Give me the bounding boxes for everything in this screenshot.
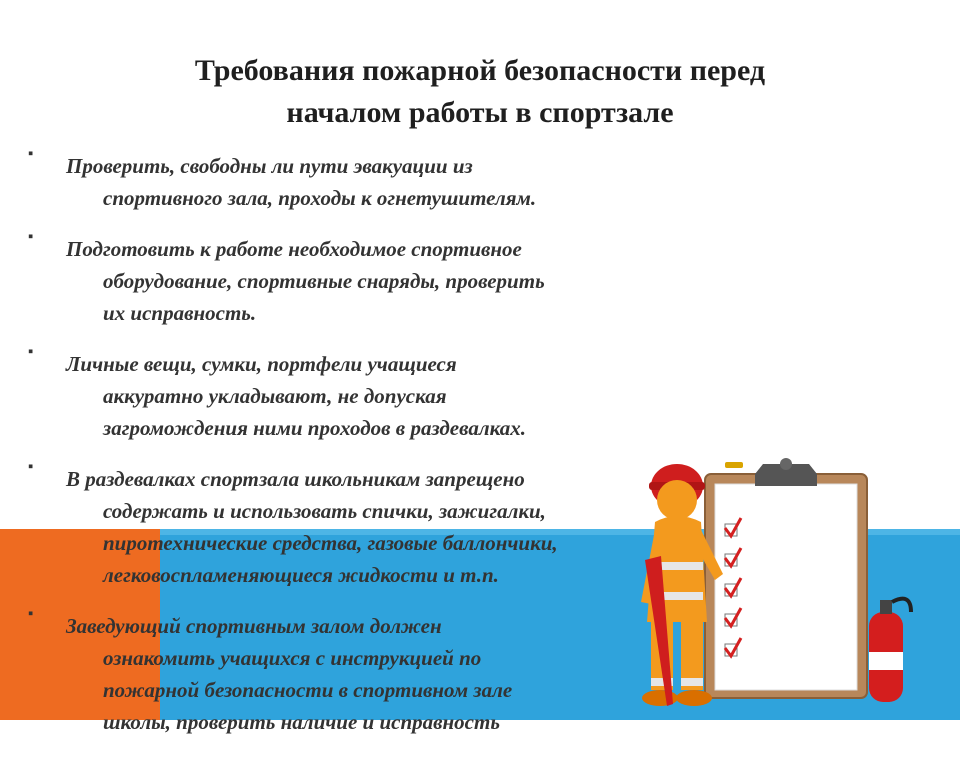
list-item-line: Личные вещи, сумки, портфели учащиеся bbox=[66, 352, 457, 376]
list-item-line: Подготовить к работе необходимое спортивное bbox=[66, 237, 522, 261]
list-item bbox=[28, 344, 748, 444]
list-item-line: спортивного зала, проходы к огнетушителям. bbox=[103, 186, 537, 210]
list-item-line: оборудование, спортивные снаряды, проверить bbox=[103, 269, 545, 293]
fire-extinguisher-icon bbox=[869, 599, 911, 702]
list-item-line: В раздевалках спортзала школьникам запрещено bbox=[66, 467, 525, 491]
list-item-line: Заведующий спортивным залом должен bbox=[66, 614, 442, 638]
list-item bbox=[28, 146, 748, 214]
slide-title-line-2: началом работы в спортзале bbox=[286, 96, 674, 129]
list-item-line: их исправность. bbox=[103, 301, 257, 325]
bullet-icon: ▪ bbox=[28, 146, 34, 162]
list-item-line: аккуратно укладывают, не допуская bbox=[103, 384, 447, 408]
clipboard-icon bbox=[705, 458, 867, 698]
bullet-icon: ▪ bbox=[28, 229, 34, 245]
list-item bbox=[28, 229, 748, 329]
bullet-icon: ▪ bbox=[28, 344, 34, 360]
list-item-line: легковоспламеняющиеся жидкости и т.п. bbox=[103, 563, 499, 587]
bullet-icon: ▪ bbox=[28, 459, 34, 475]
list-item-line: школы, проверить наличие и исправность bbox=[103, 710, 500, 734]
worker-clipboard-illustration bbox=[615, 452, 915, 720]
list-item-line: Проверить, свободны ли пути эвакуации из bbox=[66, 154, 473, 178]
bullet-icon: ▪ bbox=[28, 606, 34, 622]
slide-title-line-1: Требования пожарной безопасности перед bbox=[194, 54, 766, 87]
list-item-line: ознакомить учащихся с инструкцией по bbox=[103, 646, 482, 670]
list-item-line: пиротехнические средства, газовые баллончики, bbox=[103, 531, 558, 555]
slide-title bbox=[0, 50, 960, 134]
list-item-line: содержать и использовать спички, зажигалки, bbox=[103, 499, 546, 523]
list-item-line: пожарной безопасности в спортивном зале bbox=[103, 678, 513, 702]
list-item-line: загромождения ними проходов в раздевалках. bbox=[103, 416, 526, 440]
